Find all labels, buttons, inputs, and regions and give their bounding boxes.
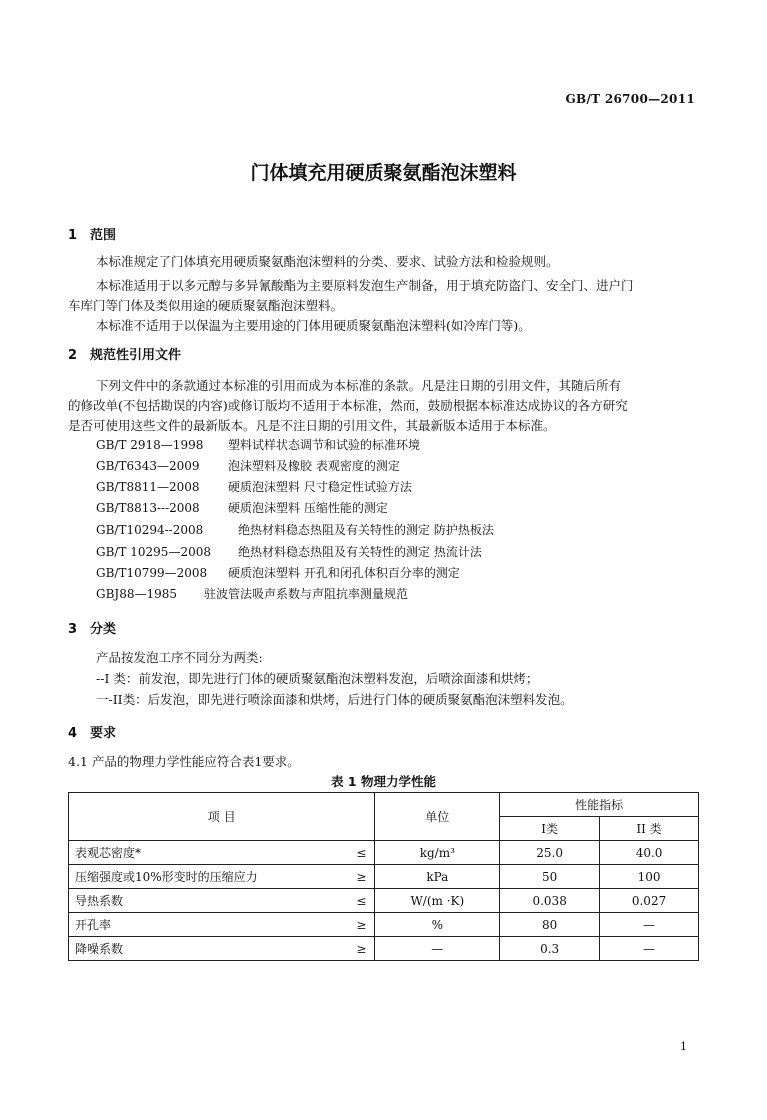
- item-label: 压缩强度或10%形变时的压缩应力: [75, 870, 258, 884]
- row-value-class-2: 0.027: [600, 889, 699, 913]
- reference-name: 硬质泡沫塑料 压缩性能的测定: [228, 501, 388, 515]
- classification-item: --I 类：前发泡，即先进行门体的硬质聚氨酯泡沫塑料发泡，后喷涂面漆和烘烤；: [96, 671, 539, 686]
- row-value-class-2: 40.0: [600, 841, 699, 865]
- section-number: 4: [68, 726, 78, 741]
- reference-name: 硬质泡沫塑料 开孔和闭孔体积百分率的测定: [228, 566, 460, 580]
- reference-code: GB/T8813---2008: [96, 501, 200, 515]
- comparison-symbol: ≥: [356, 917, 367, 932]
- row-value-class-1: 80: [500, 913, 600, 937]
- row-unit: %: [375, 913, 500, 937]
- paragraph-continued: 是否可使用这些文件的最新版本。凡是不注日期的引用文件，其最新版本适用于本标准。: [68, 418, 556, 433]
- reference-item: [96, 436, 420, 453]
- row-value-class-1: 50: [500, 865, 600, 889]
- row-value-class-2: —: [600, 913, 699, 937]
- section-title: 分类: [90, 622, 117, 637]
- item-label: 降噪系数: [75, 942, 124, 956]
- section-number: 3: [68, 622, 78, 637]
- reference-code: GB/T10294--2008: [96, 523, 204, 537]
- section-3-heading: [68, 618, 116, 637]
- paragraph: 产品按发泡工序不同分为两类:: [96, 650, 263, 665]
- comparison-symbol: ≤: [356, 893, 367, 908]
- reference-item: [96, 585, 408, 602]
- row-unit: kPa: [375, 865, 500, 889]
- classification-item: 一-II类：后发泡，即先进行喷涂面漆和烘烤，后进行门体的硬质聚氨酯泡沫塑料发泡。: [96, 692, 573, 707]
- reference-item: [96, 521, 494, 538]
- section-title: 规范性引用文件: [90, 348, 182, 363]
- reference-item: [96, 543, 482, 560]
- reference-name: 驻波管法吸声系数与声阻抗率测量规范: [204, 587, 409, 601]
- reference-name: 硬质泡沫塑料 尺寸稳定性试验方法: [228, 480, 412, 494]
- item-label: 开孔率: [75, 918, 112, 932]
- reference-name: 泡沫塑料及橡胶 表观密度的测定: [228, 459, 400, 473]
- reference-code: GB/T6343—2009: [96, 459, 200, 473]
- row-item: [69, 937, 375, 961]
- properties-table: [68, 792, 699, 961]
- row-unit: kg/m³: [375, 841, 500, 865]
- table-header-row: [69, 793, 699, 817]
- section-4-heading: [68, 722, 116, 741]
- row-item: [69, 889, 375, 913]
- header-class-1: I类: [500, 817, 600, 841]
- table-row: [69, 865, 699, 889]
- row-value-class-1: 0.3: [500, 937, 600, 961]
- item-label: 导热系数: [75, 894, 124, 908]
- page-number: 1: [680, 1040, 687, 1053]
- row-unit: W/(m ·K): [375, 889, 500, 913]
- reference-code: GB/T 10295—2008: [96, 545, 211, 559]
- section-number: 2: [68, 348, 78, 363]
- paragraph: 本标准规定了门体填充用硬质聚氨酯泡沫塑料的分类、要求、试验方法和检验规则。: [96, 254, 559, 269]
- reference-item: [96, 457, 400, 474]
- reference-code: GB/T8811—2008: [96, 480, 200, 494]
- section-1-heading: [68, 224, 116, 243]
- table-row: [69, 937, 699, 961]
- row-value-class-1: 0.038: [500, 889, 600, 913]
- reference-code: GBJ88—1985: [96, 587, 178, 601]
- row-value-class-2: —: [600, 937, 699, 961]
- reference-code: GB/T10799—2008: [96, 566, 208, 580]
- row-unit: —: [375, 937, 500, 961]
- header-item: 项 目: [69, 793, 375, 841]
- section-title: 范围: [90, 228, 117, 243]
- standard-number: GB/T 26700—2011: [565, 92, 695, 106]
- row-item: [69, 841, 375, 865]
- paragraph: 下列文件中的条款通过本标准的引用而成为本标准的条款。凡是注日期的引用文件，其随后所有: [96, 378, 622, 393]
- paragraph-continued: 车库门等门体及类似用途的硬质聚氨酯泡沫塑料。: [68, 298, 344, 313]
- table-caption: 表 1 物理力学性能: [331, 774, 436, 789]
- table-row: [69, 913, 699, 937]
- reference-item: [96, 499, 388, 516]
- reference-name: 塑料试样状态调节和试验的标准环境: [228, 438, 421, 452]
- row-item: [69, 913, 375, 937]
- table-row: [69, 841, 699, 865]
- reference-item: [96, 564, 460, 581]
- row-value-class-2: 100: [600, 865, 699, 889]
- reference-code: GB/T 2918—1998: [96, 438, 204, 452]
- paragraph-continued: 的修改单(不包括勘误的内容)或修订版均不适用于本标准，然而，鼓励根据本标准达成协议的各方研究: [68, 398, 628, 413]
- comparison-symbol: ≥: [356, 869, 367, 884]
- section-number: 1: [68, 228, 78, 243]
- header-performance: 性能指标: [500, 793, 699, 817]
- comparison-symbol: ≤: [356, 845, 367, 860]
- paragraph: 本标准不适用于以保温为主要用途的门体用硬质聚氨酯泡沫塑料(如冷库门等)。: [96, 318, 531, 333]
- reference-name: 绝热材料稳态热阻及有关特性的测定 热流计法: [238, 545, 482, 559]
- section-2-heading: [68, 344, 181, 363]
- row-item: [69, 865, 375, 889]
- reference-name: 绝热材料稳态热阻及有关特性的测定 防护热板法: [238, 523, 494, 537]
- section-title: 要求: [90, 726, 117, 741]
- paragraph: 本标准适用于以多元醇与多异氰酸酯为主要原料发泡生产制备，用于填充防盗门、安全门、进户门: [96, 278, 634, 293]
- clause-4-1: 4.1 产品的物理力学性能应符合表1要求。: [68, 754, 300, 769]
- table-row: [69, 889, 699, 913]
- document-title: 门体填充用硬质聚氨酯泡沫塑料: [250, 162, 517, 184]
- header-class-2: II 类: [600, 817, 699, 841]
- row-value-class-1: 25.0: [500, 841, 600, 865]
- reference-item: [96, 478, 412, 495]
- header-unit: 单位: [375, 793, 500, 841]
- item-label: 表观芯密度*: [75, 846, 142, 860]
- comparison-symbol: ≥: [356, 941, 367, 956]
